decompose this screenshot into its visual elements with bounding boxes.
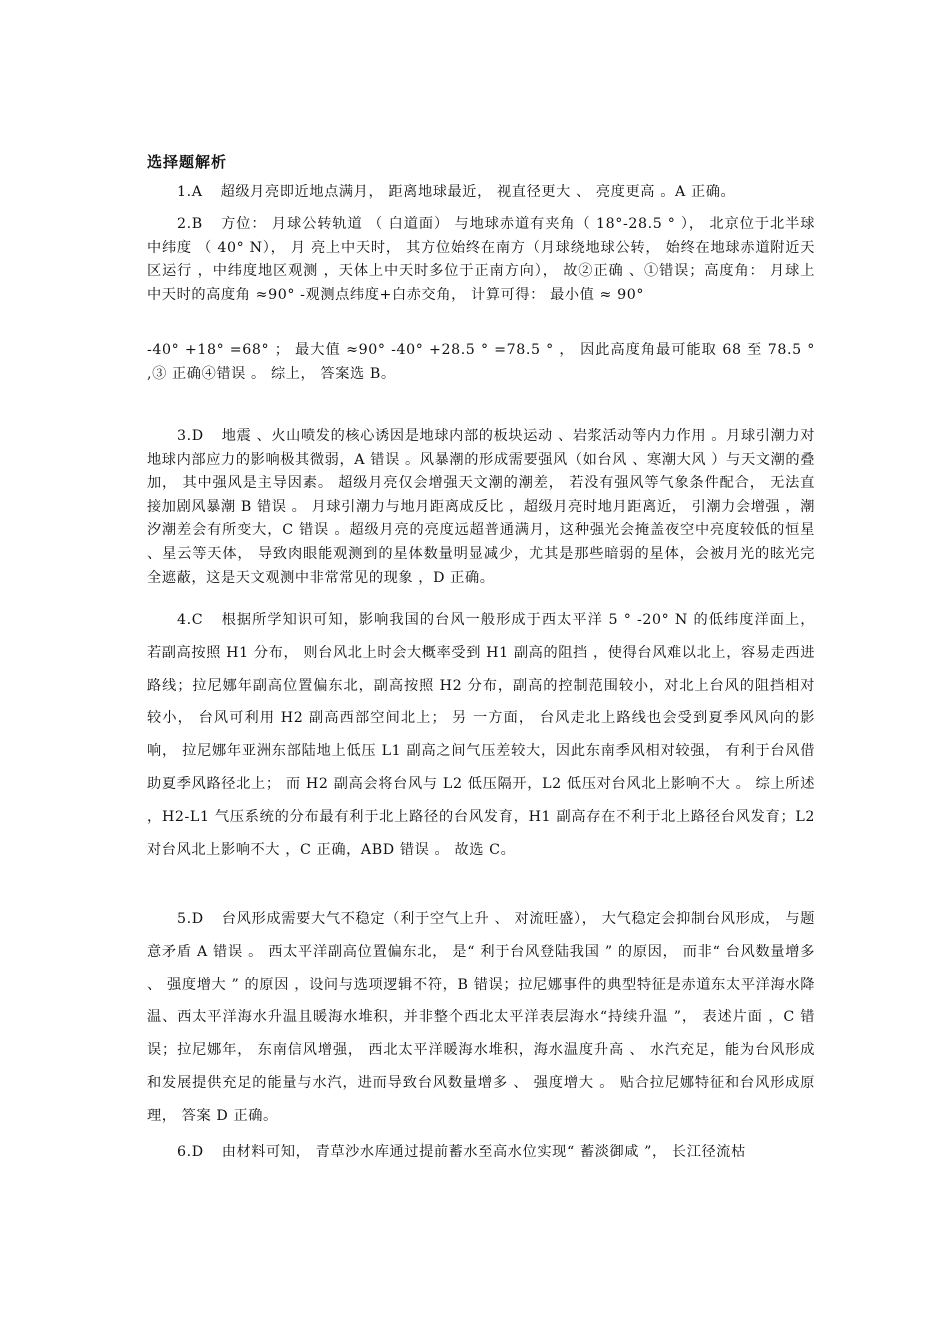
answer-4-text: 根据所学知识可知，影响我国的台风一般形成于西太平洋 5 ° -20° N 的低纬度洋面上， 若副高按照 H1 分布， 则台风北上时会大概率受到 H1 副高的阻挡 ，使得台风难以北上，容易走西进路线；拉尼娜年副高位置偏东北，副高按照 H2 分布，副高的控制范围较小，对北上台风的阻挡相对较小， 台风可利用 H2 副高西部空间北上； 另 一方面， 台风走北上路线也会受到夏季风风向的影响， 拉尼娜年亚洲东部陆地上低压 L1 副高之间气压差较大，因此东南季风相对较强， 有利于台风借助夏季风路径北上； 而 H2 副高会将台风与 L2 低压隔开，L2 低压对台风北上影响不大 。 综上所述 ，H2-L1 气压系统的分布最有利于北上路径的台风发育，H1 副高存在不利于北上路径台风发育；L2 对台风北上影响不大 ，C 正确，ABD 错误 。 故选 C。: [147, 612, 815, 858]
answer-1: [147, 180, 815, 204]
answer-1-text: 超级月亮即近地点满月， 距离地球最近， 视直径更大 、 亮度更高 。A 正确。: [220, 184, 736, 200]
answer-2: [147, 213, 815, 307]
answer-2-continued: -40° +18° =68° ； 最大值 ≈90° -40° +28.5 ° =78.5 ° ， 因此高度角最可能取 68 至 78.5 ° ,③ 正确④错误 。 综上， 答案选 B。: [147, 342, 815, 382]
section-heading: 选择题解析: [147, 153, 228, 171]
answer-5: [147, 903, 815, 1133]
answer-6: [147, 1140, 815, 1164]
answer-2-text: 方位： 月球公转轨道 （ 白道面） 与地球赤道有夹角（ 18°-28.5 ° ）， 北京位于北半球中纬度 （ 40° N）， 月 亮上中天时， 其方位始终在南方（月球绕地球公转， 始终在地球赤道附近天区运行 ，中纬度地区观测 ，天体上中天时多位于正南方向）， 故②正确 、①错误；高度角： 月球上中天时的高度角 ≈90° -观测点纬度+白赤交角， 计算可得： 最小值 ≈ 90°: [147, 216, 815, 303]
answer-2-number: 2.B: [177, 216, 203, 232]
answer-3-number: 3.D: [177, 428, 204, 444]
answer-6-text: 由材料可知， 青草沙水库通过提前蓄水至高水位实现“ 蓄淡御咸 ”， 长江径流枯: [221, 1144, 746, 1160]
answer-3: [147, 425, 815, 590]
answer-1-number: 1.A: [177, 184, 203, 200]
answer-6-number: 6.D: [177, 1144, 204, 1160]
answer-3-text: 地震 、火山喷发的核心诱因是地球内部的板块运动 、岩浆活动等内力作用 。月球引潮力对地球内部应力的影响极其微弱，A 错误 。风暴潮的形成需要强风（如台风 、寒潮大风 ）与天文潮的叠加， 其中强风是主导因素。 超级月亮仅会增强天文潮的潮差， 若没有强风等气象条件配合， 无法直接加剧风暴潮 B 错误 。 月球引潮力与地月距离成反比 ，超级月亮时地月距离近， 引潮力会增强 ，潮汐潮差会有所变大，C 错误 。超级月亮的亮度远超普通满月，这种强光会掩盖夜空中亮度较低的恒星 、星云等天体， 导致肉眼能观测到的星体数量明显减少，尤其是那些暗弱的星体，会被月光的眩光完全遮蔽，这是天文观测中非常常见的现象 ，D 正确。: [147, 428, 815, 586]
answer-4-number: 4.C: [177, 612, 204, 628]
answer-5-text: 台风形成需要大气不稳定（利于空气上升 、 对流旺盛）， 大气稳定会抑制台风形成， 与题意矛盾 A 错误 。 西太平洋副高位置偏东北， 是“ 利于台风登陆我国 ” 的原因， 而非“ 台风数量增多 、 强度增大 ” 的原因 ，设问与选项逻辑不符，B 错误；拉尼娜事件的典型特征是赤道东太平洋海水降温、西太平洋海水升温且暖海水堆积，并非整个西北太平洋表层海水“持续升温 ”， 表述片面 ，C 错误；拉尼娜年， 东南信风增强， 西北太平洋暖海水堆积，海水温度升高 、 水汽充足，能为台风形成和发展提供充足的能量与水汽，进而导致台风数量增多 、 强度增大 。 贴合拉尼娜特征和台风形成原理， 答案 D 正确。: [147, 911, 815, 1124]
answer-5-number: 5.D: [177, 911, 204, 927]
answer-4: [147, 604, 815, 866]
